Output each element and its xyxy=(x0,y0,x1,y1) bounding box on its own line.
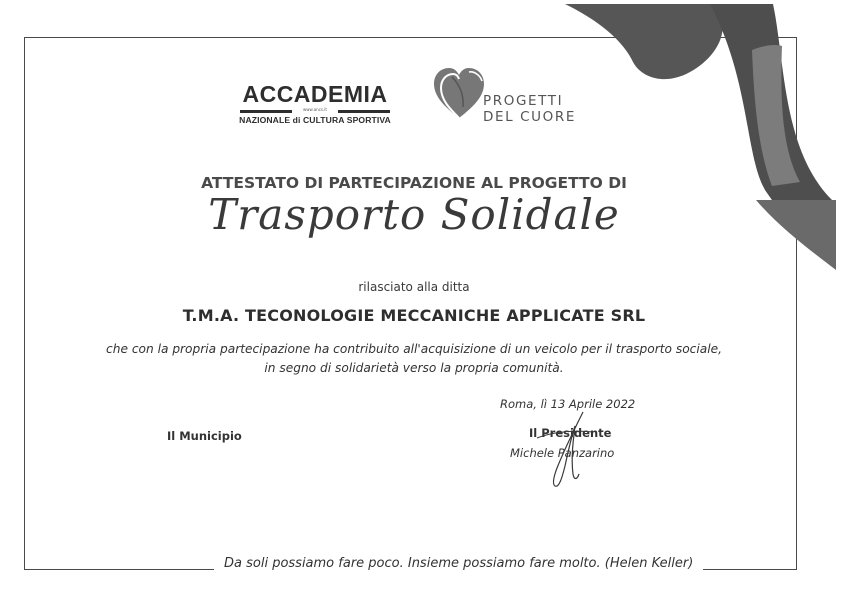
accademia-subtitle: NAZIONALE di CULTURA SPORTIVA xyxy=(239,115,391,125)
municipio-label: Il Municipio xyxy=(167,429,242,443)
project-name: Trasporto Solidale xyxy=(208,190,620,239)
place-date: Roma, lì 13 Aprile 2022 xyxy=(500,397,636,411)
footer-quote: Da soli possiamo fare poco. Insieme possiamo fare molto. (Helen Keller) xyxy=(214,556,703,571)
progetti-line1: PROGETTI xyxy=(483,93,564,109)
heart-icon xyxy=(428,63,490,125)
motive-line1: che con la propria partecipazione ha contribuito all'acquisizione di un veicolo per il trasporto sociale, xyxy=(106,342,722,356)
accademia-divider xyxy=(238,107,392,115)
company-name: T.M.A. TECONOLOGIE MECCANICHE APPLICATE SRL xyxy=(182,306,646,325)
certificate-heading: ATTESTATO DI PARTECIPAZIONE AL PROGETTO DI xyxy=(201,174,627,192)
accademia-logo xyxy=(238,82,392,125)
progetti-logo-text xyxy=(483,93,576,125)
handwritten-signature xyxy=(535,408,595,490)
accademia-tiny-text: www.ancs.it xyxy=(303,107,327,112)
progetti-line2: DEL CUORE xyxy=(483,109,576,125)
motive-line2: in segno di solidarietà verso la propria comunità. xyxy=(264,361,564,375)
issued-to-label: rilasciato alla ditta xyxy=(358,280,470,294)
motive-text xyxy=(0,340,828,378)
accademia-title: ACCADEMIA xyxy=(242,81,388,107)
president-title: Il Presidente xyxy=(529,426,612,440)
president-name: Michele Panzarino xyxy=(510,446,615,460)
